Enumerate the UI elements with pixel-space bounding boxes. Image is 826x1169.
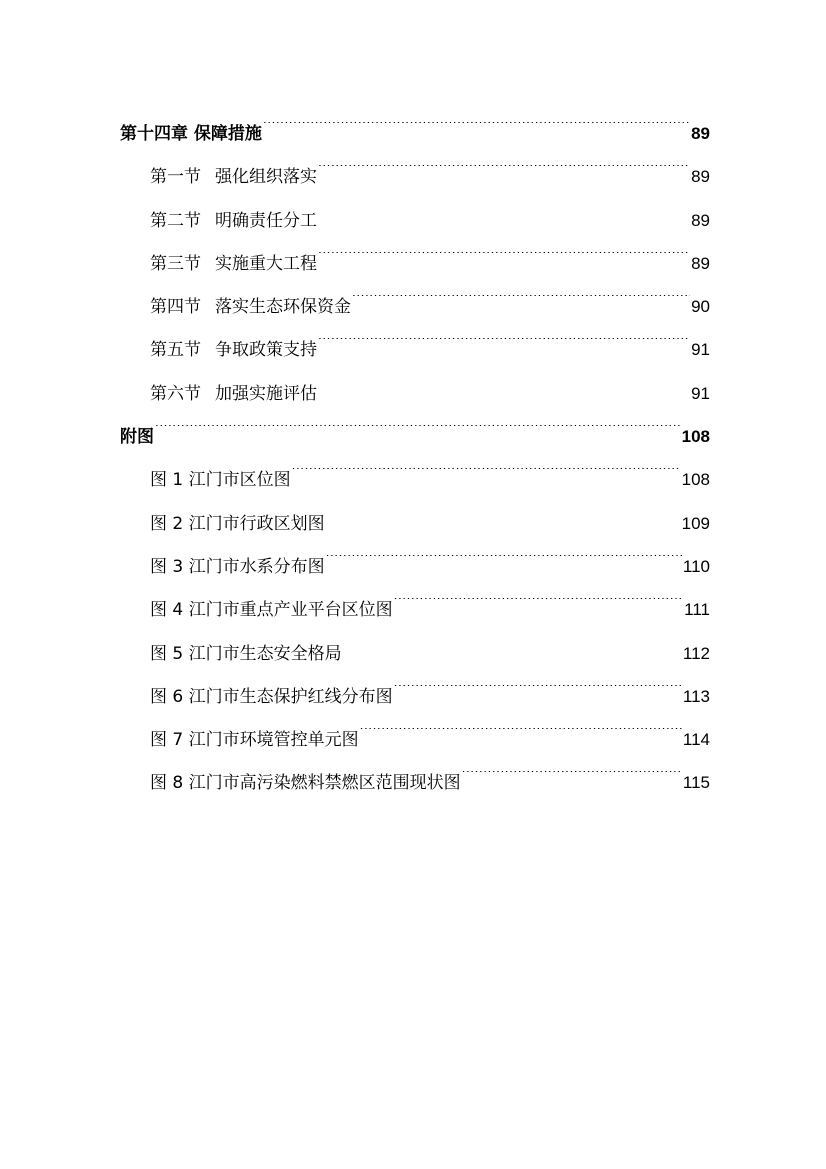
toc-entry-title: 图 3 江门市水系分布图: [150, 556, 325, 577]
dot-leader: [352, 295, 690, 312]
toc-entry-title: 加强实施评估: [215, 383, 317, 404]
toc-entry-title: 图 1 江门市区位图: [150, 470, 291, 491]
toc-entry-label: 第三节: [150, 253, 201, 274]
toc-entry-figure-7[interactable]: [120, 718, 710, 761]
toc-entry-page: 89: [691, 124, 710, 143]
dot-leader: [360, 728, 682, 745]
toc-entry-section-6[interactable]: [120, 372, 710, 415]
toc-entry-title-group: [150, 200, 317, 243]
dot-leader: [318, 209, 690, 226]
dot-leader: [263, 122, 690, 139]
table-of-contents: [120, 112, 710, 805]
dot-leader: [318, 338, 690, 355]
toc-entry-title-group: [150, 373, 317, 416]
toc-entry-label: 第一节: [150, 167, 201, 188]
toc-entry-page: 113: [682, 686, 710, 706]
dot-leader: [292, 468, 681, 485]
dot-leader: [326, 512, 681, 529]
toc-entry-title: 图 2 江门市行政区划图: [150, 513, 325, 534]
dot-leader: [318, 252, 690, 269]
toc-entry-page: 89: [691, 167, 710, 187]
toc-entry-page: 108: [681, 470, 710, 490]
toc-entry-title-group: [150, 243, 317, 286]
toc-entry-label: 第五节: [150, 340, 201, 361]
toc-entry-figure-8[interactable]: [120, 761, 710, 804]
toc-entry-label: 第六节: [150, 383, 201, 404]
dot-leader: [462, 771, 682, 788]
toc-entry-figure-5[interactable]: [120, 632, 710, 675]
dot-leader: [326, 555, 682, 572]
toc-entry-title: 争取政策支持: [215, 340, 317, 361]
toc-entry-label: 第四节: [150, 297, 201, 318]
dot-leader: [318, 382, 690, 399]
toc-entry-page: 89: [691, 253, 710, 273]
toc-entry-page: 89: [691, 210, 710, 230]
toc-entry-section-4[interactable]: [120, 285, 710, 328]
toc-entry-label: 第二节: [150, 210, 201, 231]
dot-leader: [318, 165, 690, 182]
toc-entry-title-group: [150, 156, 317, 199]
toc-entry-title: 明确责任分工: [215, 210, 317, 231]
dot-leader: [394, 685, 682, 702]
toc-entry-title-group: [150, 286, 351, 329]
toc-entry-page: 112: [682, 643, 710, 663]
toc-entry-figure-2[interactable]: [120, 502, 710, 545]
toc-entry-figure-1[interactable]: [120, 458, 710, 501]
toc-entry-appendix-figures[interactable]: [120, 415, 710, 458]
dot-leader: [343, 642, 682, 659]
toc-entry-page: 115: [682, 773, 710, 793]
toc-entry-section-2[interactable]: [120, 199, 710, 242]
toc-entry-title: 第十四章 保障措施: [120, 124, 262, 144]
toc-entry-title: 强化组织落实: [215, 167, 317, 188]
toc-entry-title-group: [150, 329, 317, 372]
toc-entry-figure-3[interactable]: [120, 545, 710, 588]
toc-entry-title: 图 7 江门市环境管控单元图: [150, 730, 359, 751]
toc-entry-title: 图 4 江门市重点产业平台区位图: [150, 600, 393, 621]
toc-entry-page: 110: [682, 556, 710, 576]
toc-entry-title: 图 8 江门市高污染燃料禁燃区范围现状图: [150, 773, 461, 794]
toc-entry-title: 落实生态环保资金: [215, 297, 351, 318]
toc-entry-section-5[interactable]: [120, 328, 710, 371]
toc-entry-page: 114: [682, 730, 710, 750]
toc-entry-figure-4[interactable]: [120, 588, 710, 631]
toc-entry-page: 108: [681, 427, 710, 447]
toc-entry-figure-6[interactable]: [120, 675, 710, 718]
toc-entry-title: 图 5 江门市生态安全格局: [150, 643, 342, 664]
dot-leader: [394, 598, 684, 615]
toc-entry-title: 实施重大工程: [215, 253, 317, 274]
toc-entry-title: 附图: [120, 427, 154, 448]
toc-entry-chapter-14[interactable]: [120, 112, 710, 155]
toc-entry-page: 109: [681, 513, 710, 533]
toc-entry-title: 图 6 江门市生态保护红线分布图: [150, 686, 393, 707]
toc-entry-page: 91: [691, 383, 710, 403]
toc-entry-section-1[interactable]: [120, 155, 710, 198]
toc-entry-page: 111: [684, 600, 710, 620]
toc-entry-section-3[interactable]: [120, 242, 710, 285]
dot-leader: [155, 425, 681, 442]
toc-entry-page: 90: [691, 297, 710, 317]
toc-entry-page: 91: [691, 340, 710, 360]
